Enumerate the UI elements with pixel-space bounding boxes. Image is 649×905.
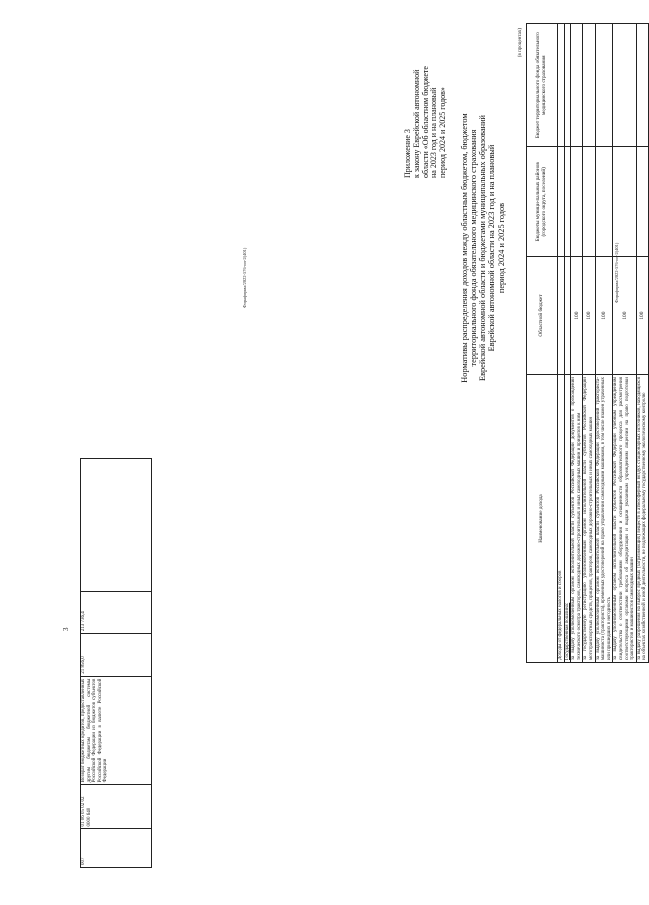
left-page: [50, 28, 270, 868]
norms-table: [526, 23, 649, 663]
revenue-name: Возврат бюджетных кредитов, предоставленных другим бюджетам бюджетной системы Российской Федерации из бюджетов субъектов Российской Федерации в валюте Российской Федерации: [81, 676, 152, 785]
page-footer: Фораформа/2022-576-оп-2(401): [614, 242, 619, 303]
table-row: [558, 24, 565, 663]
row-regional: 100: [636, 257, 648, 375]
amount-1: 21 856,0: [81, 634, 152, 676]
row-fund: [636, 24, 648, 147]
row-municipal: [613, 147, 636, 257]
row-regional: [558, 257, 565, 375]
budget-table: [80, 458, 152, 868]
appendix-line: области «Об областном бюджете: [420, 66, 430, 178]
row-name: за выдачу уполномоченным органом исполнительной власти субъектов Российской Федерации удостоверений тракториста-машиниста (тракториста), временных удостоверений на право управления самоходными машинами, в том числе взамен утраченных или пришедших в негодность: [595, 375, 613, 663]
row-name: за выдачу уполномоченным органом исполнительной власти субъектов Российской Федерации учебным учреждениям свидетельства о соответствии требованиям оборудования и оснащенности образовательного процесса для рассмотрения соответствующими органами вопроса об аккредитации и выдачи указанным учреждениям лицензии на право подготовки трактористов и машинистов самоходных машин: [613, 375, 636, 663]
row-fund: [571, 24, 583, 147]
row-regional: 100: [613, 257, 636, 375]
unit-label: (в процентах): [518, 28, 523, 58]
row-regional: 100: [583, 257, 595, 375]
table-row: [595, 24, 613, 663]
row-name: Государственная пошлина:: [564, 375, 571, 663]
empty-cell: [81, 459, 152, 592]
appendix-line: к закону Еврейской автономной: [411, 69, 421, 178]
table-row: [636, 24, 648, 663]
appendix-header: [404, 28, 448, 178]
appendix-line: Приложение 3: [403, 129, 412, 178]
title-line: Нормативы распределения доходов между областным бюджетом, бюджетом: [460, 113, 469, 383]
row-fund: [595, 24, 613, 147]
table-header-row: [527, 24, 558, 663]
row-name: за выдачу разрешения на выброс вредных (загрязняющих) веществ в атмосферный воздух стационарных источников, находящихся на объектах хозяйственной и иной деятельности, не подлежащих федеральному государственному экологическому контролю: [636, 375, 648, 663]
col-fund: Бюджет территориального фонда обязательного медицинского страхования: [527, 24, 558, 147]
table-row: [613, 24, 636, 663]
page-number: 3: [62, 627, 70, 631]
title-line: Еврейской автономной области и бюджетами муниципальных образований: [478, 115, 488, 381]
kbk-code: 01 06 05 02 02 0000 640: [81, 785, 152, 829]
row-name: Доходы от федеральных налогов и сборов: [558, 375, 565, 663]
row-name: за выдачу уполномоченным органом исполнительной власти субъектов Российской Федерации документов о прохождении технического осмотра тракторов, самоходных дорожно-строительных и иных самоходных машин и прицепов к ним: [571, 375, 583, 663]
row-municipal: [636, 147, 648, 257]
row-regional: 100: [571, 257, 583, 375]
row-regional: 100: [595, 257, 613, 375]
row-municipal: [595, 147, 613, 257]
row-fund: [558, 24, 565, 147]
row-fund: [583, 24, 595, 147]
row-fund: [613, 24, 636, 147]
title-line: период 2024 и 2025 годов: [496, 202, 506, 294]
table-row: [81, 459, 152, 868]
title-line: Еврейской автономной области на 2023 год и на плановый: [487, 144, 497, 352]
row-municipal: [558, 147, 565, 257]
appendix-line: на 2023 год и на плановый: [429, 87, 439, 178]
row-fund: [564, 24, 571, 147]
table-row: [571, 24, 583, 663]
appendix-line: период 2024 и 2025 годов»: [438, 87, 448, 178]
page-footer: Фораформа/2022-576-оп-2(401): [242, 247, 247, 308]
row-municipal: [583, 147, 595, 257]
admin-code: 007: [81, 829, 152, 868]
col-name: Наименование дохода: [527, 375, 558, 663]
row-name: за государственную регистрацию уполномоченным органом исполнительной власти субъектов Российской Федерации мототранспортных средств, прицепов, тракторов, самоходных дорожно-строительных и иных самоходных машин: [583, 375, 595, 663]
row-municipal: [571, 147, 583, 257]
title-line: территориального фонда обязательного медицинского страхования: [469, 129, 479, 367]
document-title: [460, 28, 506, 468]
right-page: [400, 28, 648, 868]
table-row: [564, 24, 571, 663]
row-municipal: [564, 147, 571, 257]
col-regional: Областной бюджет: [527, 257, 558, 375]
col-municipal: Бюджеты муници-пальных районов (городского округа, поселений): [527, 147, 558, 257]
amount-2: 213 736,4: [81, 591, 152, 633]
table-row: [583, 24, 595, 663]
row-regional: [564, 257, 571, 375]
